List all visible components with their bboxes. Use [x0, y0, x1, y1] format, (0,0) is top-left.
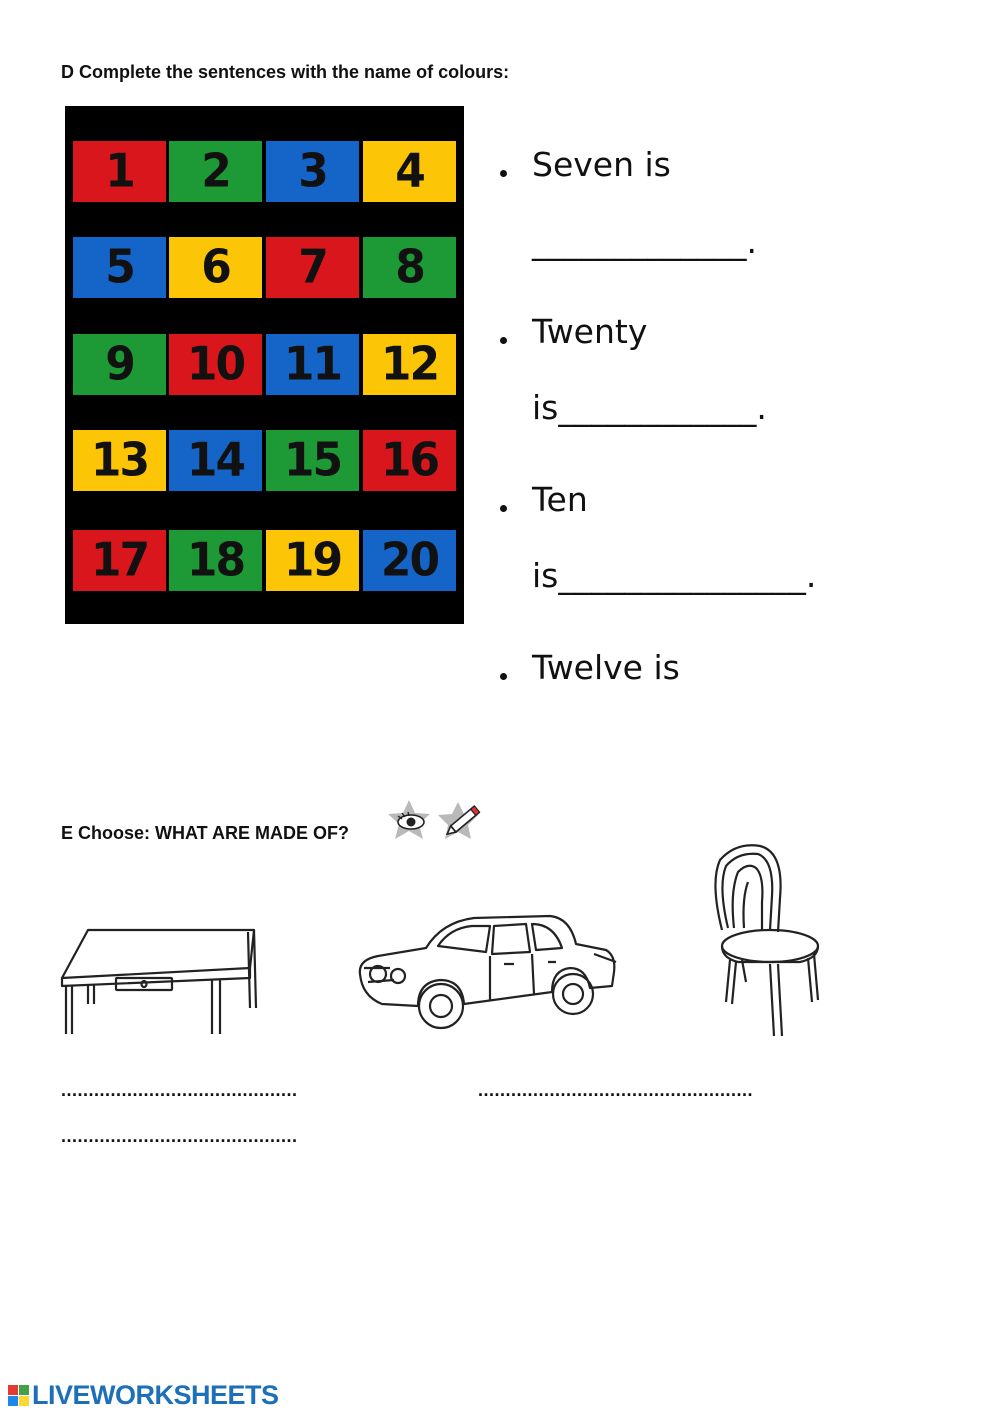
board-cell-number: 5: [105, 240, 134, 295]
board-cell-number: 17: [90, 533, 149, 588]
board-cell-14: [169, 430, 262, 491]
logo-square: [19, 1396, 29, 1406]
bullet: [500, 505, 507, 512]
board-cell-19: [266, 530, 359, 591]
board-cell-18: [169, 530, 262, 591]
board-cell-number: 1: [105, 144, 134, 199]
board-cell-17: [73, 530, 166, 591]
board-cell-7: [266, 237, 359, 298]
bullet: [500, 673, 507, 680]
board-cell-3: [266, 141, 359, 202]
section-e-heading: E Choose: WHAT ARE MADE OF?: [61, 823, 349, 843]
logo-square: [8, 1396, 18, 1406]
board-cell-1: [73, 141, 166, 202]
board-cell-number: 2: [201, 144, 230, 199]
bullet: [500, 337, 507, 344]
sentence-ten-prompt: Ten: [532, 480, 588, 519]
board-cell-20: [363, 530, 456, 591]
board-cell-9: [73, 334, 166, 395]
board-cell-10: [169, 334, 262, 395]
board-cell-number: 11: [283, 337, 342, 392]
board-cell-number: 10: [186, 337, 245, 392]
board-cell-15: [266, 430, 359, 491]
eye-star-icon: [386, 798, 432, 842]
board-cell-number: 20: [380, 533, 439, 588]
board-cell-number: 8: [395, 240, 424, 295]
bullet: [500, 170, 507, 177]
board-cell-11: [266, 334, 359, 395]
board-cell-5: [73, 237, 166, 298]
sentence-twenty-prompt: Twenty: [532, 312, 648, 351]
board-cell-number: 7: [298, 240, 327, 295]
board-cell-number: 15: [283, 433, 342, 488]
sentence-ten-blank[interactable]: is_______________.: [532, 556, 817, 595]
board-cell-6: [169, 237, 262, 298]
board-cell-number: 4: [395, 144, 424, 199]
pencil-star-icon: [436, 798, 486, 842]
board-cell-13: [73, 430, 166, 491]
table-icon: [58, 922, 262, 1038]
sentence-twenty-blank[interactable]: is____________.: [532, 388, 767, 427]
board-cell-number: 18: [186, 533, 245, 588]
board-cell-8: [363, 237, 456, 298]
section-d-heading: D Complete the sentences with the name of colours:: [61, 62, 510, 82]
chair-icon: [708, 842, 824, 1040]
answer-line-table[interactable]: ...........................................: [61, 1080, 298, 1100]
liveworksheets-logo: [8, 1380, 279, 1411]
board-cell-number: 13: [90, 433, 149, 488]
board-cell-number: 6: [201, 240, 230, 295]
number-color-board: [65, 106, 464, 624]
board-cell-number: 3: [298, 144, 327, 199]
answer-line-car[interactable]: ..................................................: [478, 1080, 754, 1100]
board-cell-16: [363, 430, 456, 491]
board-cell-number: 12: [380, 337, 439, 392]
logo-mark-icon: [8, 1385, 30, 1407]
board-cell-12: [363, 334, 456, 395]
board-cell-2: [169, 141, 262, 202]
logo-text: LIVEWORKSHEETS: [32, 1380, 279, 1410]
answer-line-chair[interactable]: ...........................................: [61, 1126, 298, 1146]
sentence-seven-prompt: Seven is: [532, 145, 671, 184]
board-cell-number: 16: [380, 433, 439, 488]
car-icon: [354, 912, 620, 1040]
logo-square: [8, 1385, 18, 1395]
board-cell-number: 9: [105, 337, 134, 392]
board-cell-number: 19: [283, 533, 342, 588]
sentence-seven-blank[interactable]: _____________.: [532, 222, 757, 261]
board-cell-number: 14: [186, 433, 245, 488]
logo-square: [19, 1385, 29, 1395]
sentence-twelve-prompt: Twelve is: [532, 648, 680, 687]
board-cell-4: [363, 141, 456, 202]
